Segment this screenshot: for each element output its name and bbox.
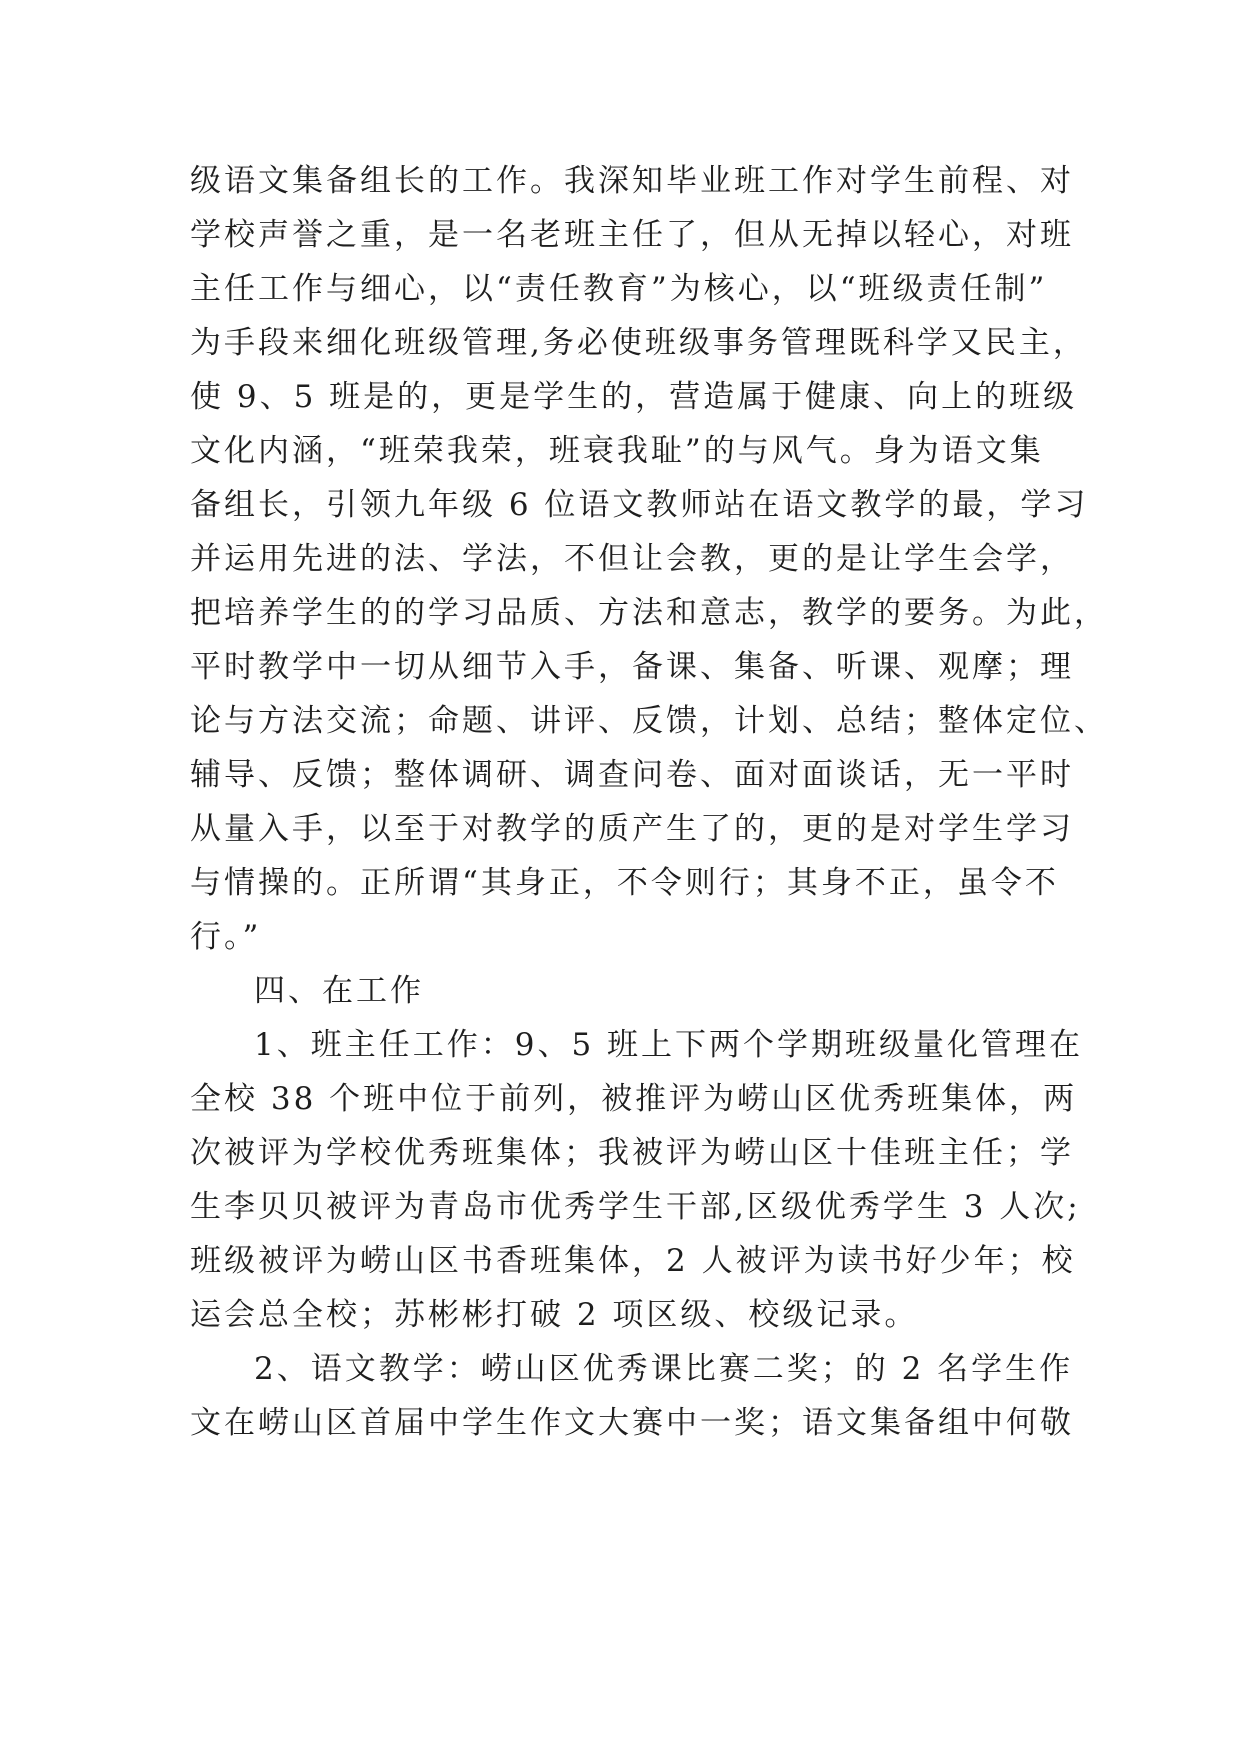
- text-line: 备组长，引领九年级 6 位语文教师站在语文教学的最，学习: [190, 487, 1089, 523]
- text-line: 行。”: [190, 919, 262, 955]
- text-line: 级语文集备组长的工作。我深知毕业班工作对学生前程、对: [190, 163, 1074, 199]
- text-line: 与情操的。正所谓“其身正，不令则行；其身不正，虽令不: [190, 865, 1059, 901]
- text-line: 并运用先进的法、学法，不但让会教，更的是让学生会学，: [190, 541, 1074, 577]
- text-line: 班级被评为崂山区书香班集体，2 人被评为读书好少年；校: [190, 1243, 1076, 1279]
- text-line: 次被评为学校优秀班集体；我被评为崂山区十佳班主任；学: [190, 1135, 1074, 1171]
- section-heading: 四、在工作: [254, 973, 424, 1009]
- text-line: 文化内涵，“班荣我荣，班衰我耻”的与风气。身为语文集: [190, 433, 1044, 469]
- text-line: 1、班主任工作：9、5 班上下两个学期班级量化管理在: [254, 1027, 1084, 1063]
- text-line: 为手段来细化班级管理,务必使班级事务管理既科学又民主，: [190, 325, 1087, 361]
- text-line: 论与方法交流；命题、讲评、反馈，计划、总结；整体定位、: [190, 703, 1108, 739]
- text-line: 全校 38 个班中位于前列，被推评为崂山区优秀班集体，两: [190, 1081, 1078, 1117]
- text-line: 文在崂山区首届中学生作文大赛中一奖；语文集备组中何敬: [190, 1405, 1074, 1441]
- text-line: 平时教学中一切从细节入手，备课、集备、听课、观摩；理: [190, 649, 1074, 685]
- text-line: 辅导、反馈；整体调研、调查问卷、面对面谈话，无一平时: [190, 757, 1074, 793]
- text-line: 2、语文教学：崂山区优秀课比赛二奖；的 2 名学生作: [254, 1351, 1074, 1387]
- text-line: 把培养学生的的学习品质、方法和意志，教学的要务。为此，: [190, 595, 1108, 631]
- text-line: 使 9、5 班是的，更是学生的，营造属于健康、向上的班级: [190, 379, 1078, 415]
- text-line: 学校声誉之重，是一名老班主任了，但从无掉以轻心，对班: [190, 217, 1074, 253]
- text-line: 生李贝贝被评为青岛市优秀学生干部,区级优秀学生 3 人次;: [190, 1189, 1081, 1225]
- text-line: 运会总全校；苏彬彬打破 2 项区级、校级记录。: [190, 1297, 919, 1333]
- text-line: 从量入手，以至于对教学的质产生了的，更的是对学生学习: [190, 811, 1074, 847]
- text-line: 主任工作与细心，以“责任教育”为核心，以“班级责任制”: [190, 271, 1048, 307]
